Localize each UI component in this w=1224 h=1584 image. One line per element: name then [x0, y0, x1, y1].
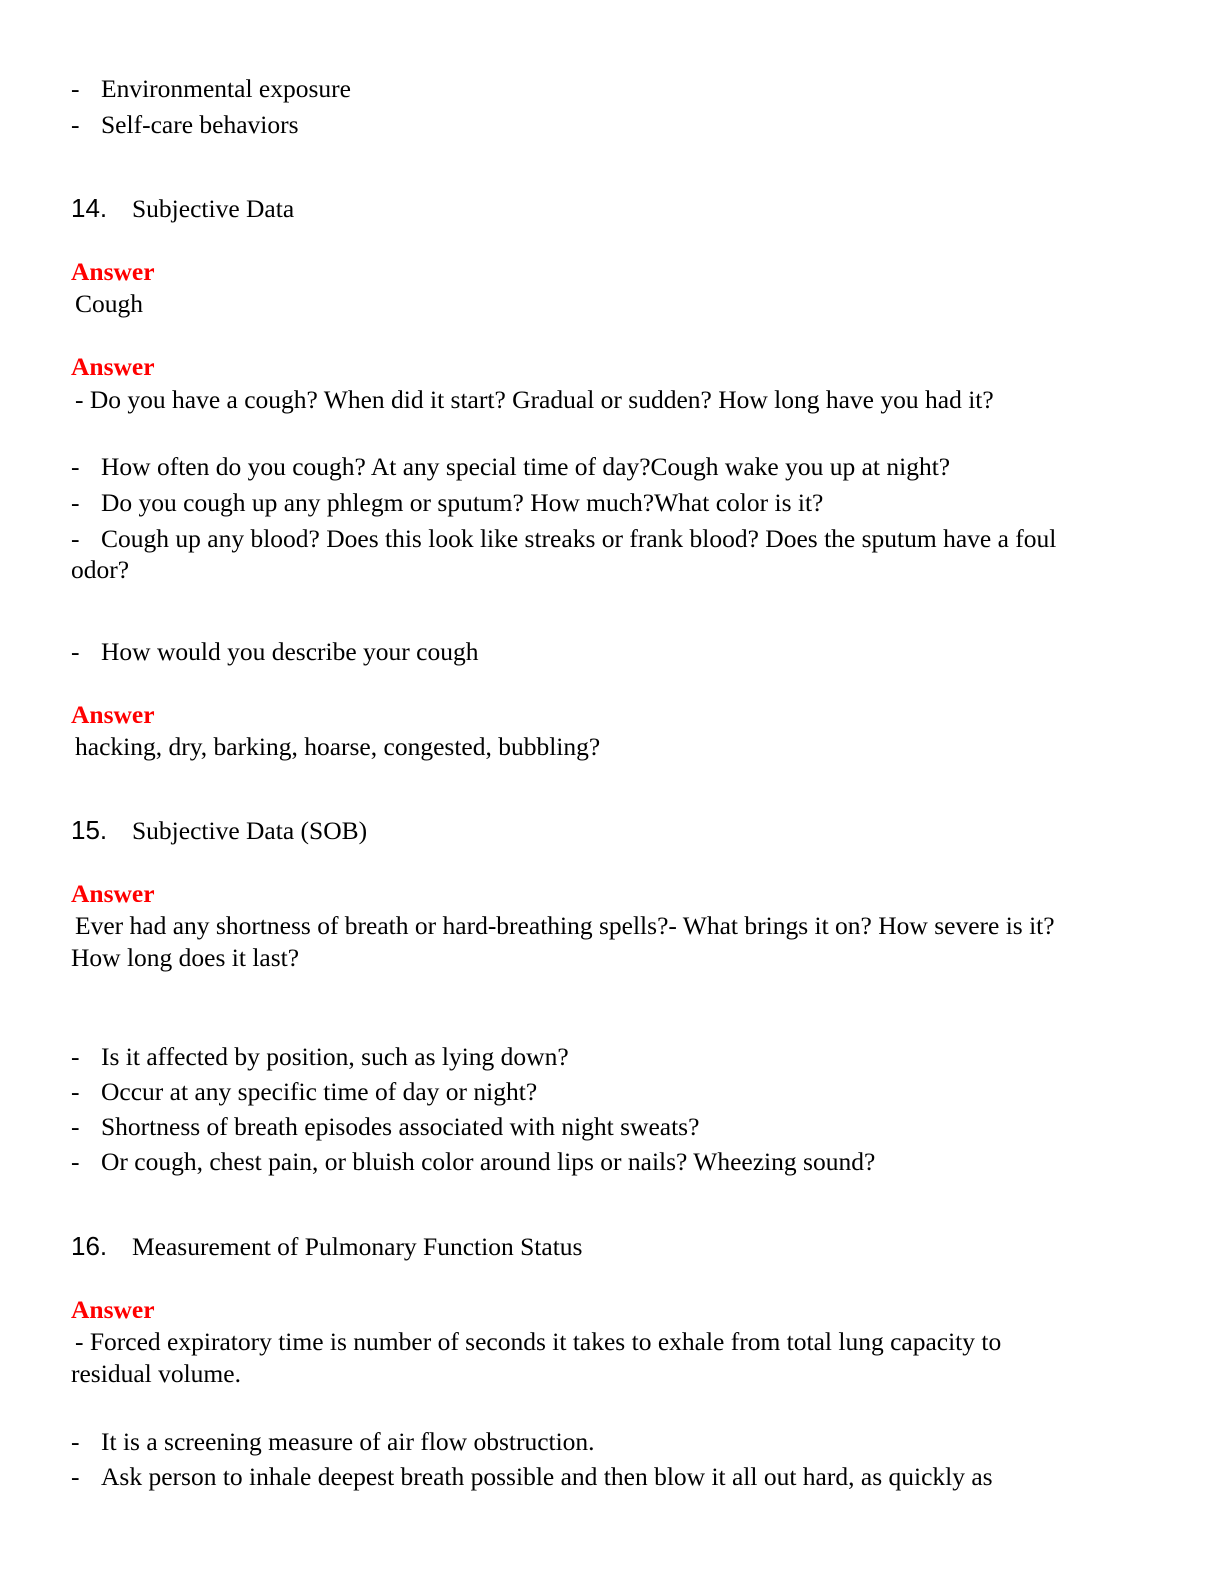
- list-item-text: It is a screening measure of air flow obstruction.: [101, 1427, 595, 1456]
- list-item-text: Occur at any specific time of day or night?: [101, 1077, 538, 1106]
- bullet-dash: -: [71, 637, 80, 666]
- list-item-continuation: odor?: [71, 555, 130, 584]
- bullet-dash: -: [71, 488, 80, 517]
- answer-text-continuation: residual volume.: [71, 1359, 241, 1388]
- list-item: [71, 73, 351, 105]
- question-number: 14.: [71, 193, 108, 223]
- bullet-dash: -: [71, 1147, 80, 1176]
- bullet-dash: -: [71, 74, 80, 103]
- answer-label: Answer: [71, 700, 155, 729]
- answer-text-continuation: How long does it last?: [71, 943, 300, 972]
- question-number: 15.: [71, 815, 108, 845]
- list-item: [71, 487, 823, 519]
- bullet-dash: -: [71, 1427, 80, 1456]
- list-item: [71, 1076, 537, 1108]
- answer-label: Answer: [71, 1295, 155, 1324]
- list-item-text: Do you cough up any phlegm or sputum? How much?What color is it?: [101, 488, 824, 517]
- answer-text: - Do you have a cough? When did it start? Gradual or sudden? How long have you had it?: [75, 385, 994, 414]
- list-item-text: Cough up any blood? Does this look like streaks or frank blood? Does the sputum have a foul: [101, 524, 1057, 553]
- list-item-text: Ask person to inhale deepest breath possible and then blow it all out hard, as quickly as: [101, 1462, 993, 1491]
- answer-text: hacking, dry, barking, hoarse, congested, bubbling?: [75, 732, 601, 761]
- bullet-dash: -: [71, 452, 80, 481]
- question-title: Subjective Data (SOB): [132, 816, 368, 845]
- answer-text: Cough: [75, 289, 144, 318]
- question-heading: [71, 1230, 582, 1263]
- answer-text: Ever had any shortness of breath or hard-breathing spells?- What brings it on? How severe is it?: [75, 911, 1055, 940]
- list-item-text: How often do you cough? At any special time of day?Cough wake you up at night?: [101, 452, 951, 481]
- list-item: [71, 1041, 569, 1073]
- list-item: [71, 451, 950, 483]
- bullet-dash: -: [71, 1112, 80, 1141]
- list-item: [71, 1111, 699, 1143]
- list-item: [71, 1426, 595, 1458]
- bullet-dash: -: [71, 1042, 80, 1071]
- list-item-text: Shortness of breath episodes associated with night sweats?: [101, 1112, 700, 1141]
- list-item: [71, 1146, 875, 1178]
- list-item: [71, 1461, 993, 1493]
- question-title: Measurement of Pulmonary Function Status: [132, 1232, 583, 1261]
- list-item: [71, 636, 478, 668]
- list-item-text: Environmental exposure: [101, 74, 351, 103]
- question-number: 16.: [71, 1231, 108, 1261]
- answer-label: Answer: [71, 352, 155, 381]
- list-item: [71, 109, 299, 141]
- bullet-dash: -: [71, 1077, 80, 1106]
- bullet-dash: -: [71, 1462, 80, 1491]
- list-item-text: Self-care behaviors: [101, 110, 299, 139]
- bullet-dash: -: [71, 110, 80, 139]
- question-title: Subjective Data: [132, 194, 295, 223]
- list-item-text: How would you describe your cough: [101, 637, 479, 666]
- list-item-text: Or cough, chest pain, or bluish color around lips or nails? Wheezing sound?: [101, 1147, 876, 1176]
- question-heading: [71, 814, 367, 847]
- list-item: [71, 523, 1056, 555]
- question-heading: [71, 192, 294, 225]
- list-item-text: Is it affected by position, such as lying down?: [101, 1042, 569, 1071]
- answer-text: - Forced expiratory time is number of seconds it takes to exhale from total lung capacity to: [75, 1327, 1002, 1356]
- answer-label: Answer: [71, 879, 155, 908]
- answer-label: Answer: [71, 257, 155, 286]
- bullet-dash: -: [71, 524, 80, 553]
